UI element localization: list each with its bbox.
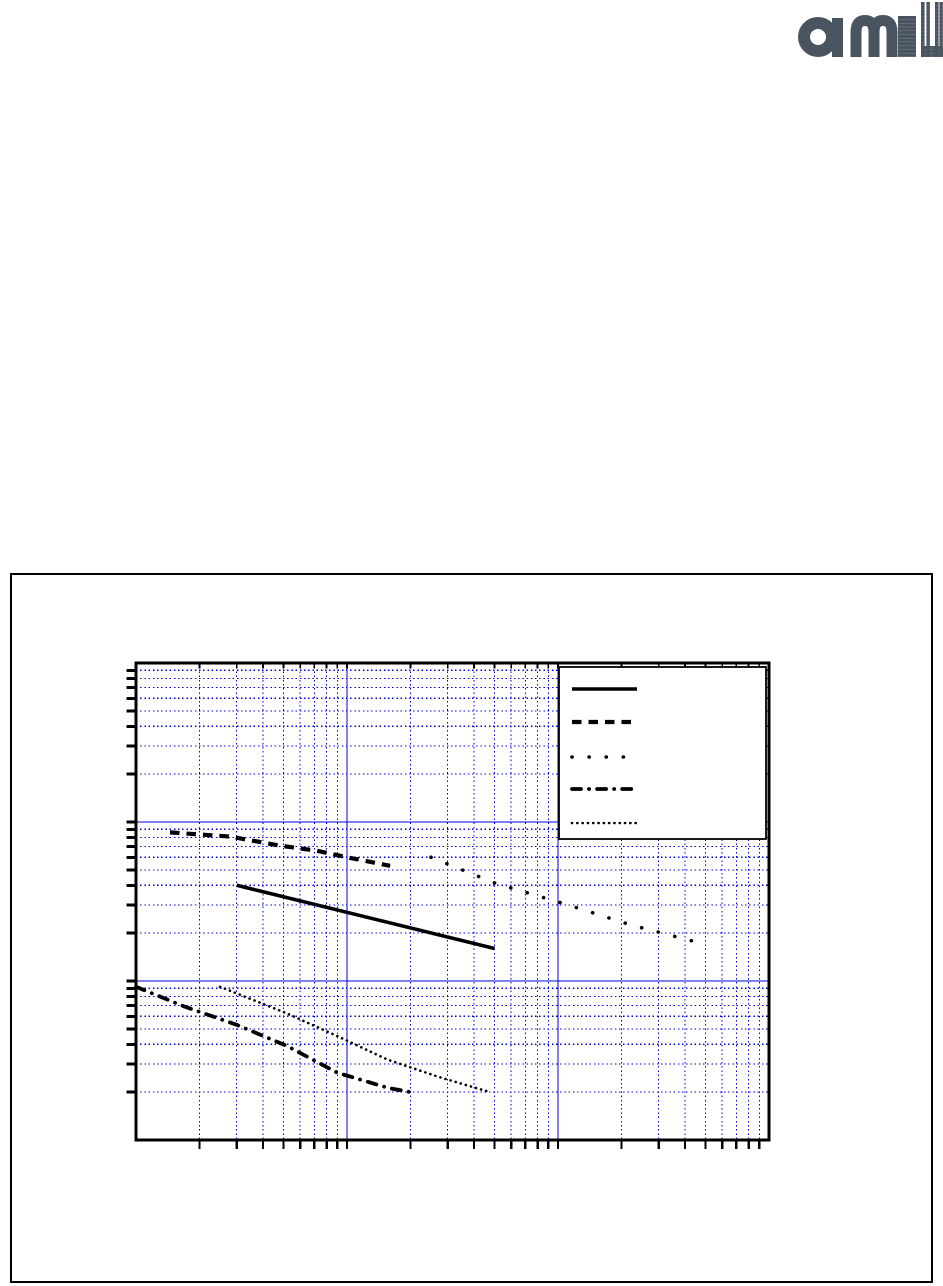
legend-box [559,667,766,839]
curve-dashdot [136,987,411,1092]
curve-solid [237,885,495,948]
curve-finedot [220,987,490,1092]
figure-frame [11,574,932,1282]
